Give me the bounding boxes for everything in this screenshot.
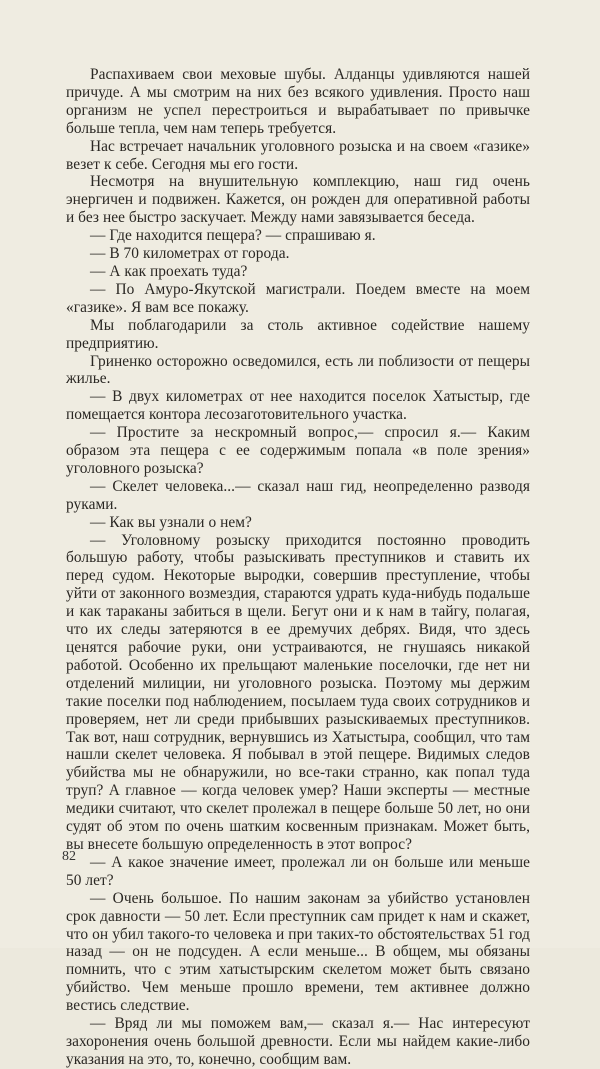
dialogue-line: — Очень большое. По нашим законам за убийство установлен срок давности — 50 лет. Если преступник сам придет к нам и скажет, что он убил такого-то человека и при таких-то обстоятельствах 51 год назад — он не подсуден. А если меньше... В общем, мы обязаны помнить, что с этим хатыстырским скелетом может быть связано убийство. Чем меньше прошло времени, тем активнее должно вестись следствие. bbox=[66, 889, 530, 1015]
dialogue-line: — Где находится пещера? — спрашиваю я. bbox=[90, 227, 376, 245]
paragraph: Гриненко осторожно осведомился, есть ли поблизости от пещеры жилье. bbox=[66, 352, 530, 388]
dialogue-line: — Уголовному розыску приходится постоянно проводить большую работу, чтобы разыскивать преступников и ставить их перед судом. Некоторые выродки, совершив преступление, чтобы уйти от законного возмездия, стараются удрать куда-нибудь подальше и как тараканы забиться в щели. Бегут они и к нам в тайгу, полагая, что их следы затеряются в ее дремучих дебрях. Видя, что здесь ценятся рабочие руки, они устраиваются, не гнушаясь никакой работой. Особенно их прельщают маленькие поселочки, где нет ни отделений милиции, ни уголовного розыска. Поэтому мы держим такие поселки под наблюдением, посылаем туда своих сотрудников и проверяем, нет ли среди прибывших разыскиваемых преступников. Так вот, наш сотрудник, вернувшись из Хатыстыра, сообщил, что там нашли скелет человека. Я побывал в этой пещере. Видимых следов убийства мы не обнаружили, но все-таки странно, как попал туда труп? А главное — когда человек умер? Наши эксперты — местные медики считают, что скелет пролежал в пещере больше 50 лет, но они судят об этом по очень шатким косвенным признакам. Может быть, вы внесете большую определенность в этот вопрос? bbox=[66, 531, 530, 853]
dialogue-line: — Как вы узнали о нем? bbox=[90, 513, 252, 531]
dialogue-line: — В 70 километрах от города. bbox=[90, 245, 290, 263]
dialogue-line: — По Амуро-Якутской магистрали. Поедем вместе на моем «газике». Я вам все покажу. bbox=[66, 280, 530, 316]
dialogue-line: — А какое значение имеет, пролежал ли он больше или меньше 50 лет? bbox=[66, 853, 530, 889]
paragraph: Мы поблагодарили за столь активное содействие нашему предприятию. bbox=[66, 316, 530, 352]
dialogue-line: — Простите за нескромный вопрос,— спросил я.— Каким образом эта пещера с ее содержимым попала «в поле зрения» уголовного розыска? bbox=[66, 424, 530, 477]
dialogue-line: — Скелет человека...— сказал наш гид, неопределенно разводя руками. bbox=[66, 477, 530, 513]
page-text bbox=[66, 66, 530, 1069]
dialogue-line: — А как проехать туда? bbox=[90, 262, 248, 280]
dialogue-line: — В двух километрах от нее находится поселок Хатыстыр, где помещается контора лесозаготовительного участка. bbox=[66, 388, 530, 424]
paragraph: Нас встречает начальник уголовного розыска и на своем «газике» везет к себе. Сегодня мы его гости. bbox=[66, 137, 530, 173]
paragraph: Несмотря на внушительную комплекцию, наш гид очень энергичен и подвижен. Кажется, он рожден для оперативной работы и без нее быстро заскучает. Между нами завязывается беседа. bbox=[66, 173, 530, 227]
paragraph: Распахиваем свои меховые шубы. Алданцы удивляются нашей причуде. А мы смотрим на них без всякого удивления. Просто наш организм не успел перестроиться и вырабатывает по привычке больше тепла, чем нам теперь требуется. bbox=[66, 66, 530, 137]
page-number: 82 bbox=[62, 849, 76, 864]
dialogue-line: — Вряд ли мы поможем вам,— сказал я.— Нас интересуют захоронения очень большой древности. Если мы найдем какие-либо указания на это, то, конечно, сообщим вам. bbox=[66, 1015, 530, 1068]
